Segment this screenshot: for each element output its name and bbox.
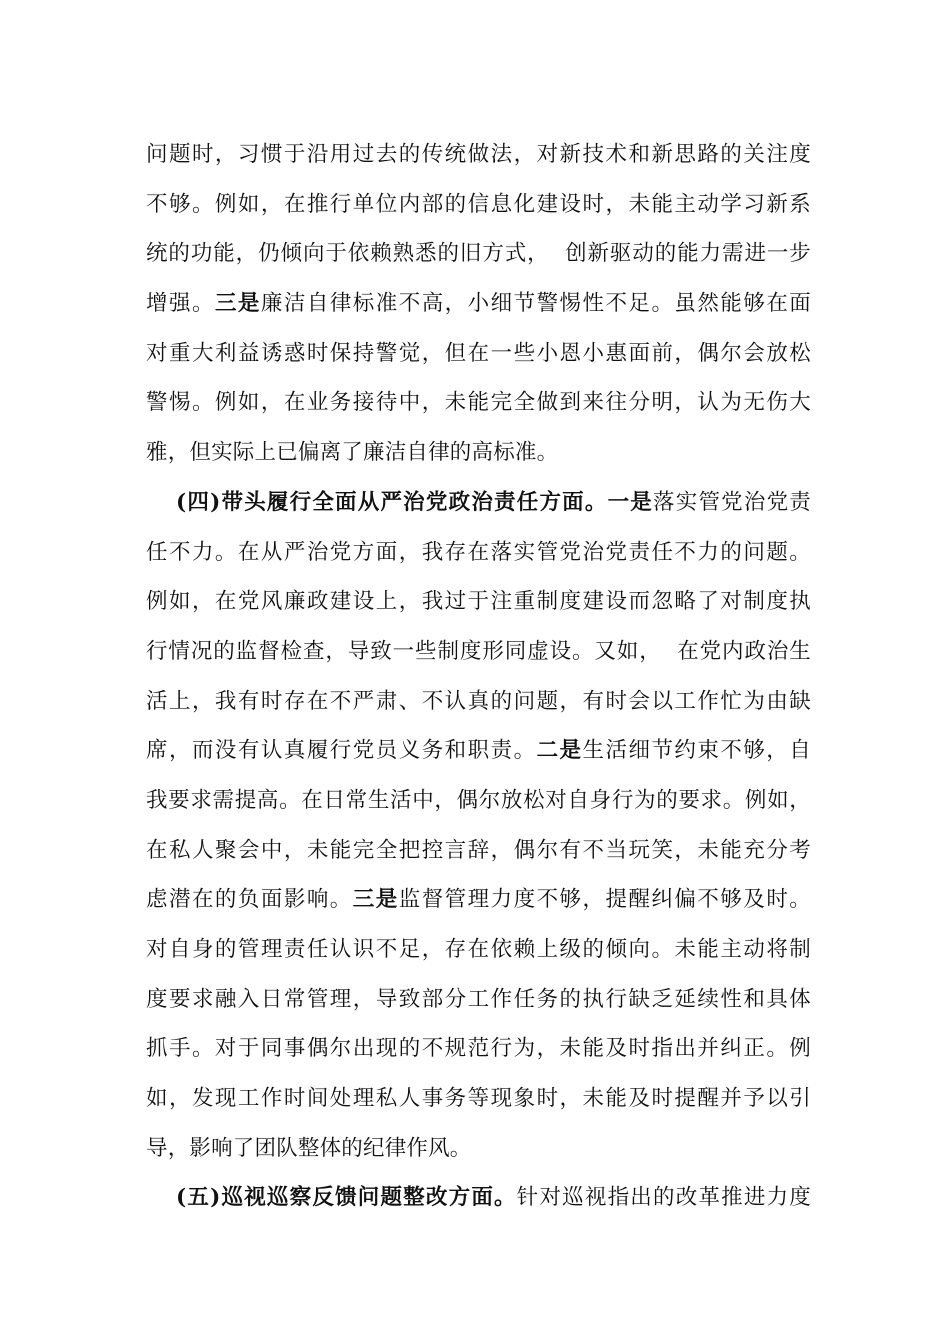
text-line [146,1074,811,1124]
text-line [146,378,811,428]
bold-text-segment: (五)巡视巡察反馈问题整改方面。 [176,1185,517,1211]
bold-text-segment: 三是 [352,887,399,913]
text-segment: 问题时，习惯于沿用过去的传统做法，对新技术和新思路的关注度 [146,142,811,167]
text-segment: 廉洁自律标准不高，小细节警惕性不足。虽然能够在面 [260,291,811,317]
text-segment: 席，而没有认真履行党员义务和职责。 [146,738,537,764]
text-segment: 对重大利益诱惑时保持警觉，但在一些小恩小惠面前，偶尔会放松 [146,340,811,366]
text-line [146,726,811,776]
text-segment: 如，发现工作时间处理私人事务等现象时，未能及时提醒并予以引 [146,1086,811,1112]
document-page [146,130,811,1223]
text-line [146,1173,811,1223]
text-segment: 导，影响了团队整体的纪律作风。 [146,1135,472,1161]
text-line [146,577,811,627]
text-line [146,528,811,578]
text-line [146,478,811,528]
text-line [146,180,811,230]
text-segment: 虑潜在的负面影响。 [146,887,353,913]
bold-text-segment: 二是 [536,738,583,764]
text-segment: 我要求需提高。在日常生活中，偶尔放松对自身行为的要求。例如， [146,787,811,813]
text-segment: 针对巡视指出的改革推进力度 [516,1185,811,1211]
text-segment: 不够。例如，在推行单位内部的信息化建设时，未能主动学习新系 [146,191,811,217]
text-segment: 落实管党治党责 [653,489,812,515]
text-segment: 度要求融入日常管理，导致部分工作任务的执行缺乏延续性和具体 [146,986,811,1012]
text-segment: 雅，但实际上已偏离了廉洁自律的高标准。 [146,440,559,466]
text-segment: 增强。 [146,291,215,317]
text-segment: 对自身的管理责任认识不足，存在依赖上级的倾向。未能主动将制 [146,937,811,962]
text-line [146,130,811,180]
text-line [146,1124,811,1174]
text-line [146,776,811,826]
text-segment: 抓手。对于同事偶尔出现的不规范行为，未能及时指出并纠正。例 [146,1036,811,1062]
bold-text-segment: 三是 [214,291,261,317]
text-segment: 监督管理力度不够，提醒纠偏不够及时。 [398,887,811,913]
text-segment: 统的功能，仍倾向于依赖熟悉的旧方式， 创新驱动的能力需进一步 [146,241,811,267]
text-line [146,826,811,876]
text-line [146,329,811,379]
text-line [146,627,811,677]
text-line [146,875,811,925]
text-line [146,279,811,329]
text-line [146,677,811,727]
text-segment: 警惕。例如，在业务接待中，未能完全做到来往分明，认为无伤大 [146,390,811,416]
text-segment: 在私人聚会中，未能完全把控言辞，偶尔有不当玩笑，未能充分考 [146,837,811,863]
text-line [146,925,811,975]
text-line [146,229,811,279]
text-segment: 生活细节约束不够，自 [582,738,811,764]
text-line [146,428,811,478]
text-line [146,1024,811,1074]
bold-text-segment: (四)带头履行全面从严治党政治责任方面。一是 [176,489,654,515]
text-segment: 任不力。在从严治党方面，我存在落实管党治党责任不力的问题。 [146,539,811,565]
text-line [146,975,811,1025]
text-segment: 活上，我有时存在不严肃、不认真的问题，有时会以工作忙为由缺 [146,688,811,714]
text-segment: 例如，在党风廉政建设上，我过于注重制度建设而忽略了对制度执 [146,589,811,615]
text-segment: 行情况的监督检查，导致一些制度形同虚设。又如， 在党内政治生 [146,638,811,664]
